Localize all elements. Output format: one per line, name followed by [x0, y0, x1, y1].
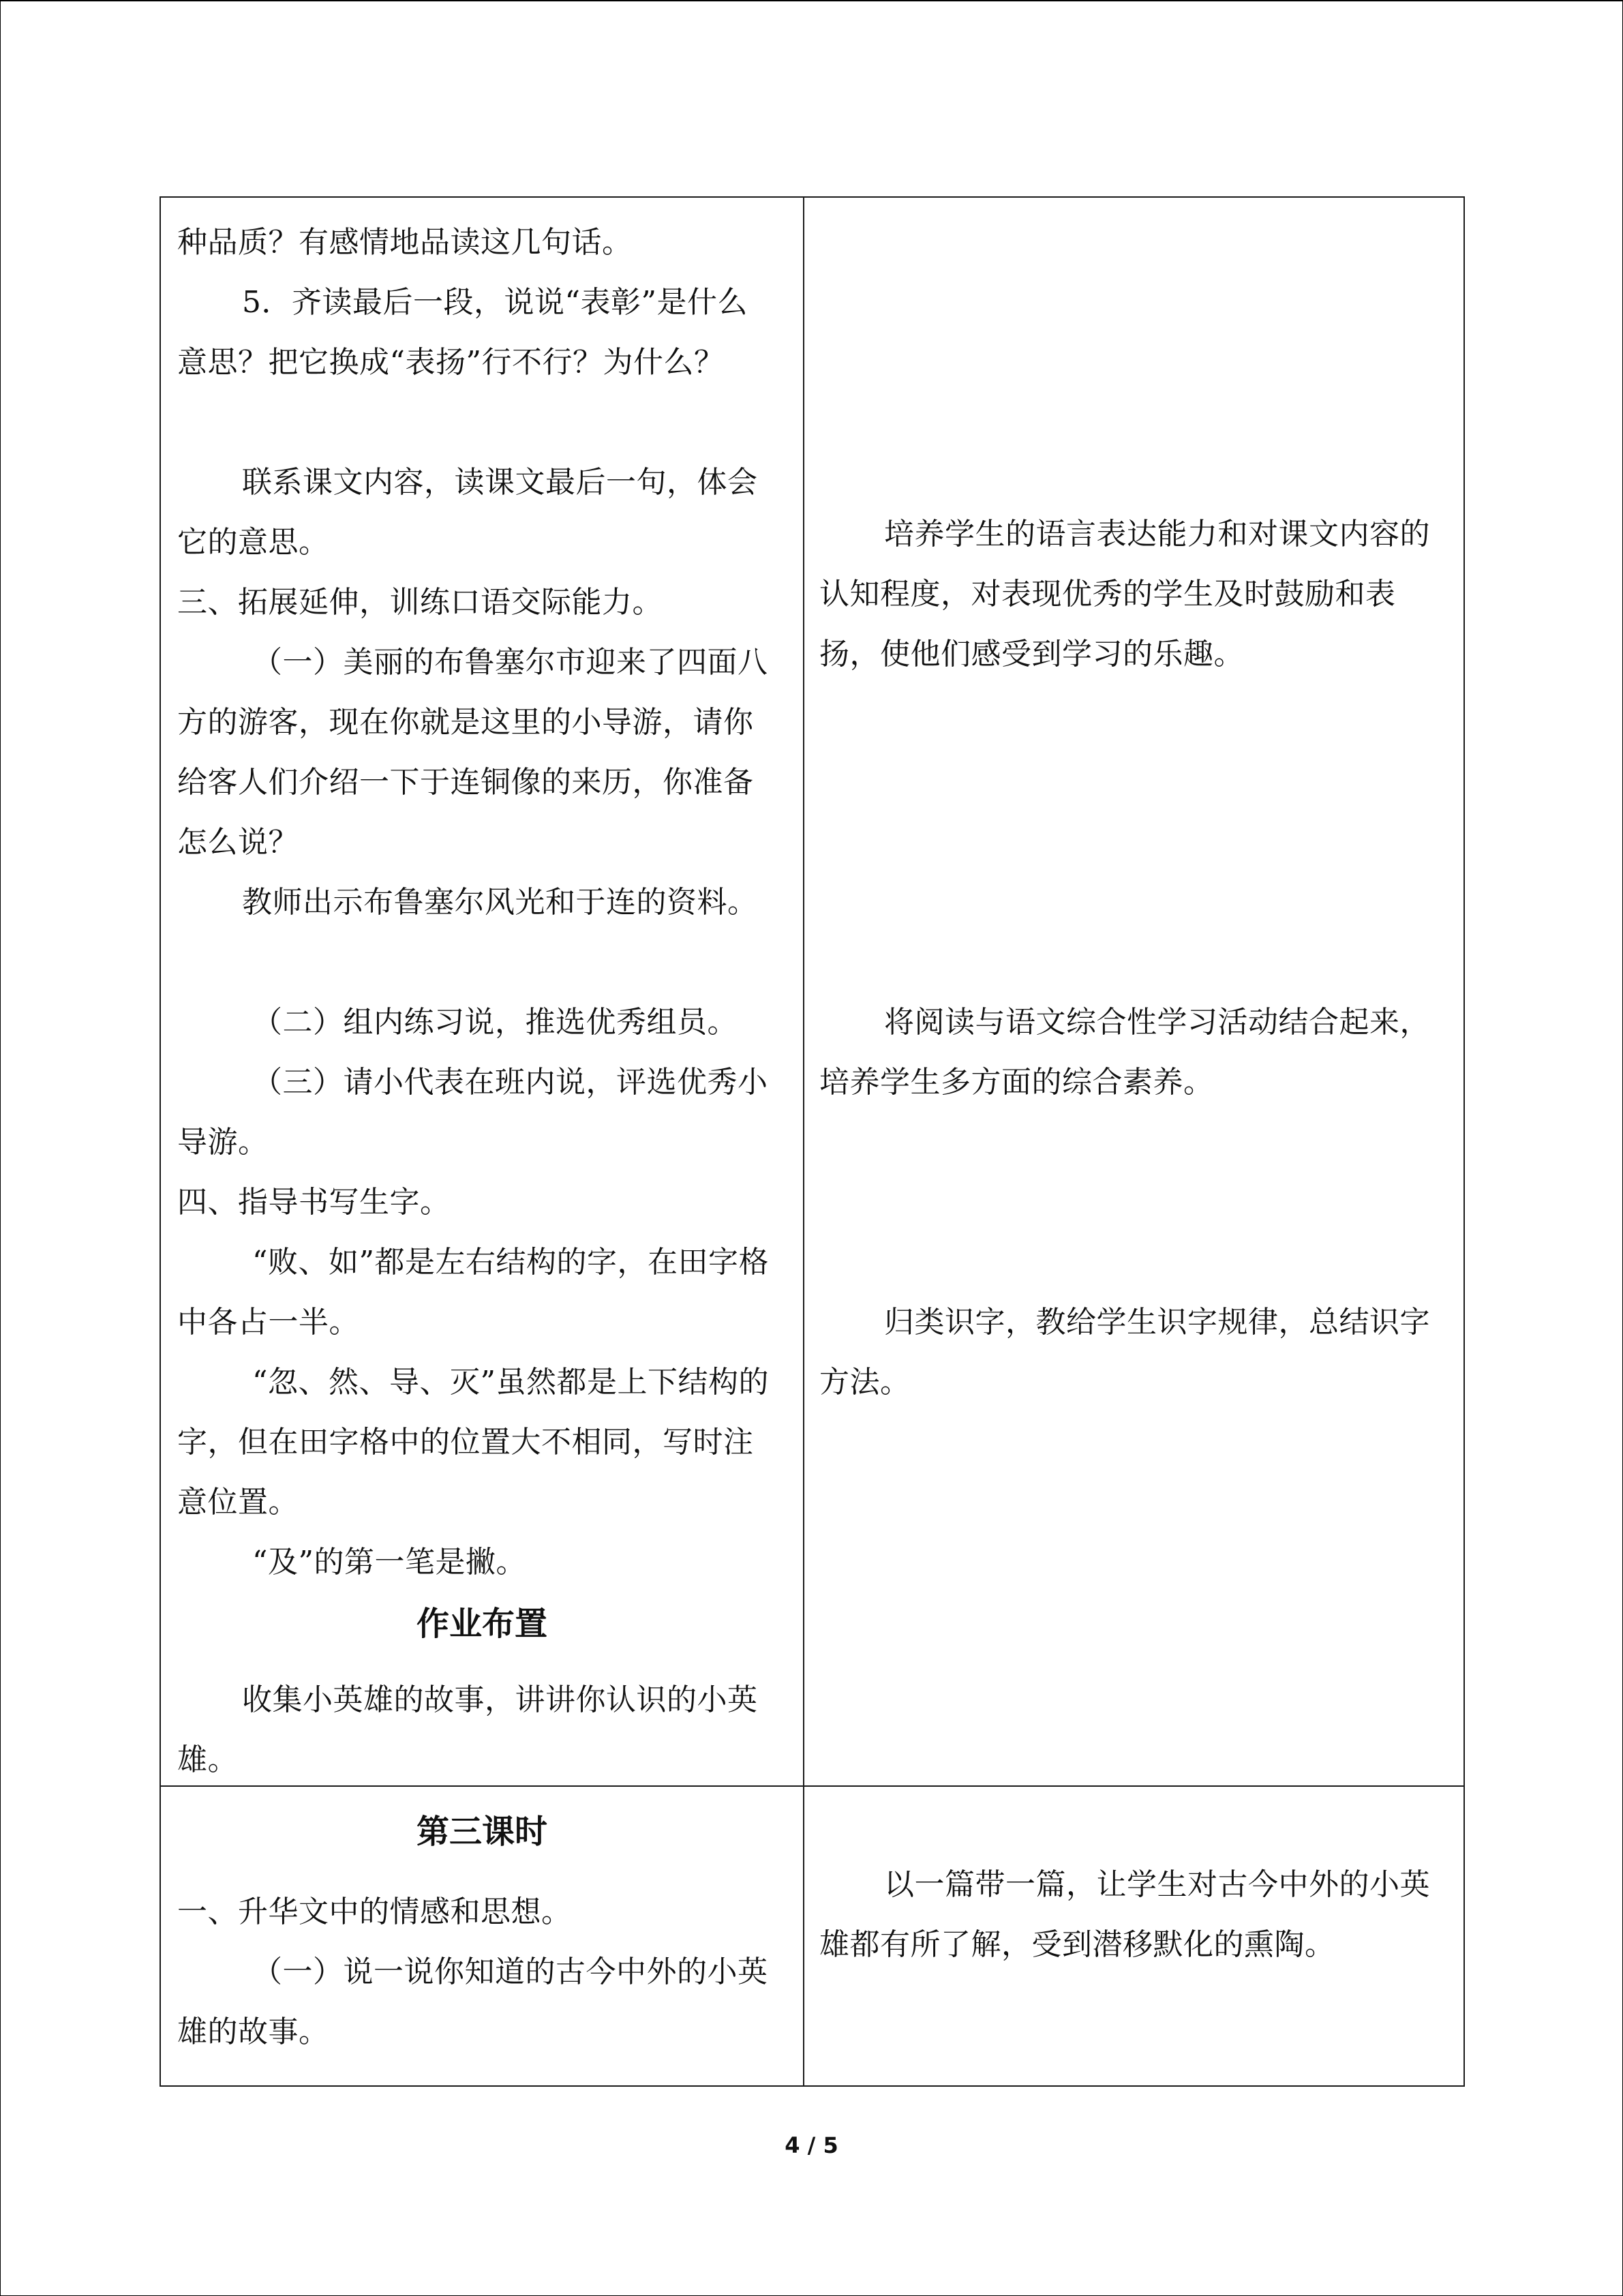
paragraph-sub-2: （二）组内练习说，推选优秀组员。: [252, 1005, 738, 1040]
paragraph-sub-1: （一）美丽的布鲁塞尔市迎来了四面八方的游客，现在你就是这里的小导游，请你给客人们介绍一下于连铜像的来历，你准备怎么说？: [177, 645, 768, 860]
paragraph-sub-3: （三）请小代表在班内说，评选优秀小导游。: [177, 1065, 768, 1160]
design-intent-cell: [803, 196, 1465, 1787]
paragraph-teacher-material: 教师出示布鲁塞尔风光和于连的资料。: [242, 885, 758, 920]
homework-heading: 作业布置: [416, 1605, 547, 1643]
third-lesson-intent-cell: [803, 1785, 1465, 2087]
section-4-title: 四、指导书写生字。: [177, 1185, 451, 1220]
section-1-title: 一、升华文中的情感和思想。: [177, 1894, 572, 1929]
paragraph-quality-reading: 种品质？有感情地品读这几句话。: [177, 225, 633, 260]
section-3-title: 三、拓展延伸，训练口语交际能力。: [177, 585, 663, 620]
note-one-leads-another: 以一篇带一篇，让学生对古今中外的小英雄都有所了解，受到潜移默化的熏陶。: [819, 1867, 1430, 1962]
paragraph-homework: 收集小英雄的故事，讲讲你认识的小英雄。: [177, 1682, 758, 1777]
paragraph-char-3: “及”的第一笔是撇。: [252, 1545, 526, 1580]
paragraph-hero-stories: （一）说一说你知道的古今中外的小英雄的故事。: [177, 1954, 768, 2049]
page-number: 4 / 5: [785, 2132, 838, 2158]
note-character-classification: 归类识字，教给学生识字规律，总结识字方法。: [819, 1305, 1430, 1400]
third-lesson-heading: 第三课时: [416, 1813, 547, 1851]
paragraph-item-5: 5．齐读最后一段，说说“表彰”是什么意思？把它换成“表扬”行不行？为什么？: [177, 285, 748, 380]
paragraph-contact-text: 联系课文内容，读课文最后一句，体会它的意思。: [177, 465, 758, 560]
note-language-expression: 培养学生的语言表达能力和对课文内容的认知程度，对表现优秀的学生及时鼓励和表扬，使他们感受到学习的乐趣。: [819, 517, 1430, 671]
note-integrated-learning: 将阅读与语文综合性学习活动结合起来，培养学生多方面的综合素养。: [819, 1005, 1430, 1100]
paragraph-char-2: “忽、然、导、灭”虽然都是上下结构的字，但在田字格中的位置大不相同，写时注意位置。: [177, 1365, 769, 1520]
teaching-process-cell: [160, 196, 804, 1787]
third-lesson-cell: [160, 1785, 804, 2087]
paragraph-char-1: “败、如”都是左右结构的字，在田字格中各占一半。: [177, 1245, 769, 1340]
